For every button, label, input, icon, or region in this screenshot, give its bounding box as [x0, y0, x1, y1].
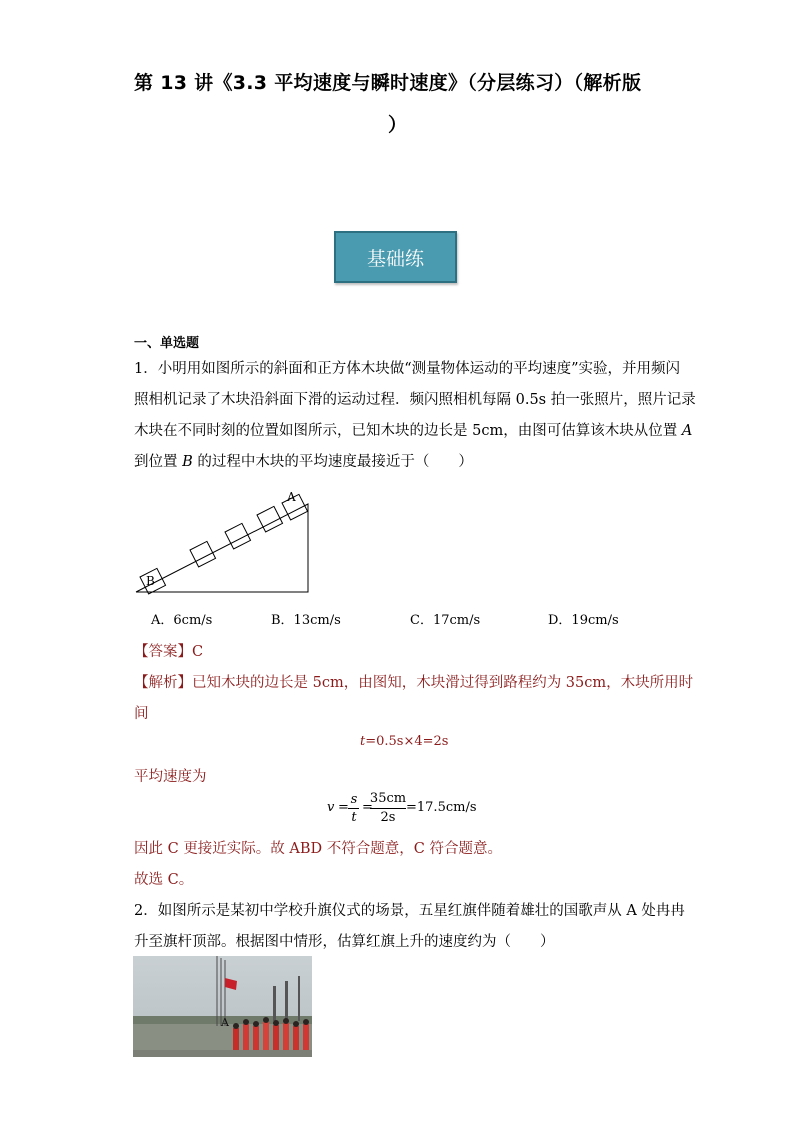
figure-label-a: A [287, 490, 296, 504]
section-heading: 一、单选题 [134, 336, 200, 351]
incline-figure [132, 480, 314, 596]
q1-line3-text: 木块在不同时刻的位置如图所示，已知木块的边长是 5cm，由图可估算该木块从位置 [134, 423, 678, 439]
q1-option-a: A．6cm/s [151, 613, 213, 628]
block-2 [190, 541, 216, 567]
q1-line1: 1．小明用如图所示的斜面和正方体木块做“测量物体运动的平均速度”实验，并用频闪 [134, 361, 681, 377]
formula-num: 35cm [369, 791, 407, 806]
q1-line4-prefix: 到位置 [134, 454, 178, 470]
avg-speed-label: 平均速度为 [134, 769, 207, 785]
q1-line3 [134, 419, 692, 440]
q1-line4-suffix: 的过程中木块的平均速度最接近于（ ） [197, 454, 473, 470]
fraction-bar-1 [348, 808, 359, 809]
q1-line4 [134, 450, 473, 471]
q1-analysis-line2: 间 [134, 706, 149, 722]
q1-position-a: A [681, 423, 693, 439]
flag-ceremony-photo [133, 956, 312, 1057]
q1-answer [134, 640, 203, 661]
q1-conclusion: 因此 C 更接近实际。故 ABD 不符合题意，C 符合题意。 [134, 841, 502, 857]
q2-line1: 2．如图所示是某初中学校升旗仪式的场景，五星红旗伴随着雄壮的国歌声从 A 处冉冉 [134, 903, 685, 919]
q1-option-c: C．17cm/s [410, 613, 481, 628]
analysis-tag: 【解析】 [134, 675, 192, 691]
q1-option-b: B．13cm/s [271, 613, 341, 628]
flag-photo-drawing [133, 956, 312, 1057]
q1-position-b: B [182, 454, 193, 470]
formula-t: t [351, 810, 357, 825]
block-3 [225, 523, 251, 549]
photo-label-a: A [221, 1016, 229, 1029]
q1-option-d: D．19cm/s [548, 613, 619, 628]
time-var: t [360, 734, 366, 749]
section-badge-label: 基础练 [366, 247, 424, 270]
formula-result: =17.5cm/s [406, 800, 477, 815]
fraction-bar-2 [370, 808, 406, 809]
time-formula [360, 734, 448, 749]
section-badge [334, 231, 457, 283]
time-expression: =0.5s×4=2s [365, 734, 449, 749]
q1-line2: 照相机记录了木块沿斜面下滑的运动过程．频闪照相机每隔 0.5s 拍一张照片，照片记录 [134, 392, 696, 408]
answer-value: C [192, 644, 204, 660]
formula-s: s [350, 792, 358, 807]
document-title-line1: 第 13 讲《3.3 平均速度与瞬时速度》（分层练习）（解析版 [134, 72, 642, 94]
document-title-line2: ） [388, 114, 408, 136]
figure-label-b: B [146, 574, 155, 588]
analysis-text: 已知木块的边长是 5cm，由图知，木块滑过得到路程约为 35cm，木块所用时 [192, 675, 694, 691]
answer-tag: 【答案】 [134, 644, 192, 660]
formula-eq: = [338, 800, 349, 815]
formula-v: v [327, 800, 335, 815]
q1-analysis-line1 [134, 671, 693, 692]
q1-final: 故选 C。 [134, 872, 194, 888]
formula-den: 2s [380, 810, 396, 825]
q2-line2: 升至旗杆顶部。根据图中情形，估算红旗上升的速度约为（ ） [134, 934, 555, 950]
formula-eq2: = [362, 800, 373, 815]
